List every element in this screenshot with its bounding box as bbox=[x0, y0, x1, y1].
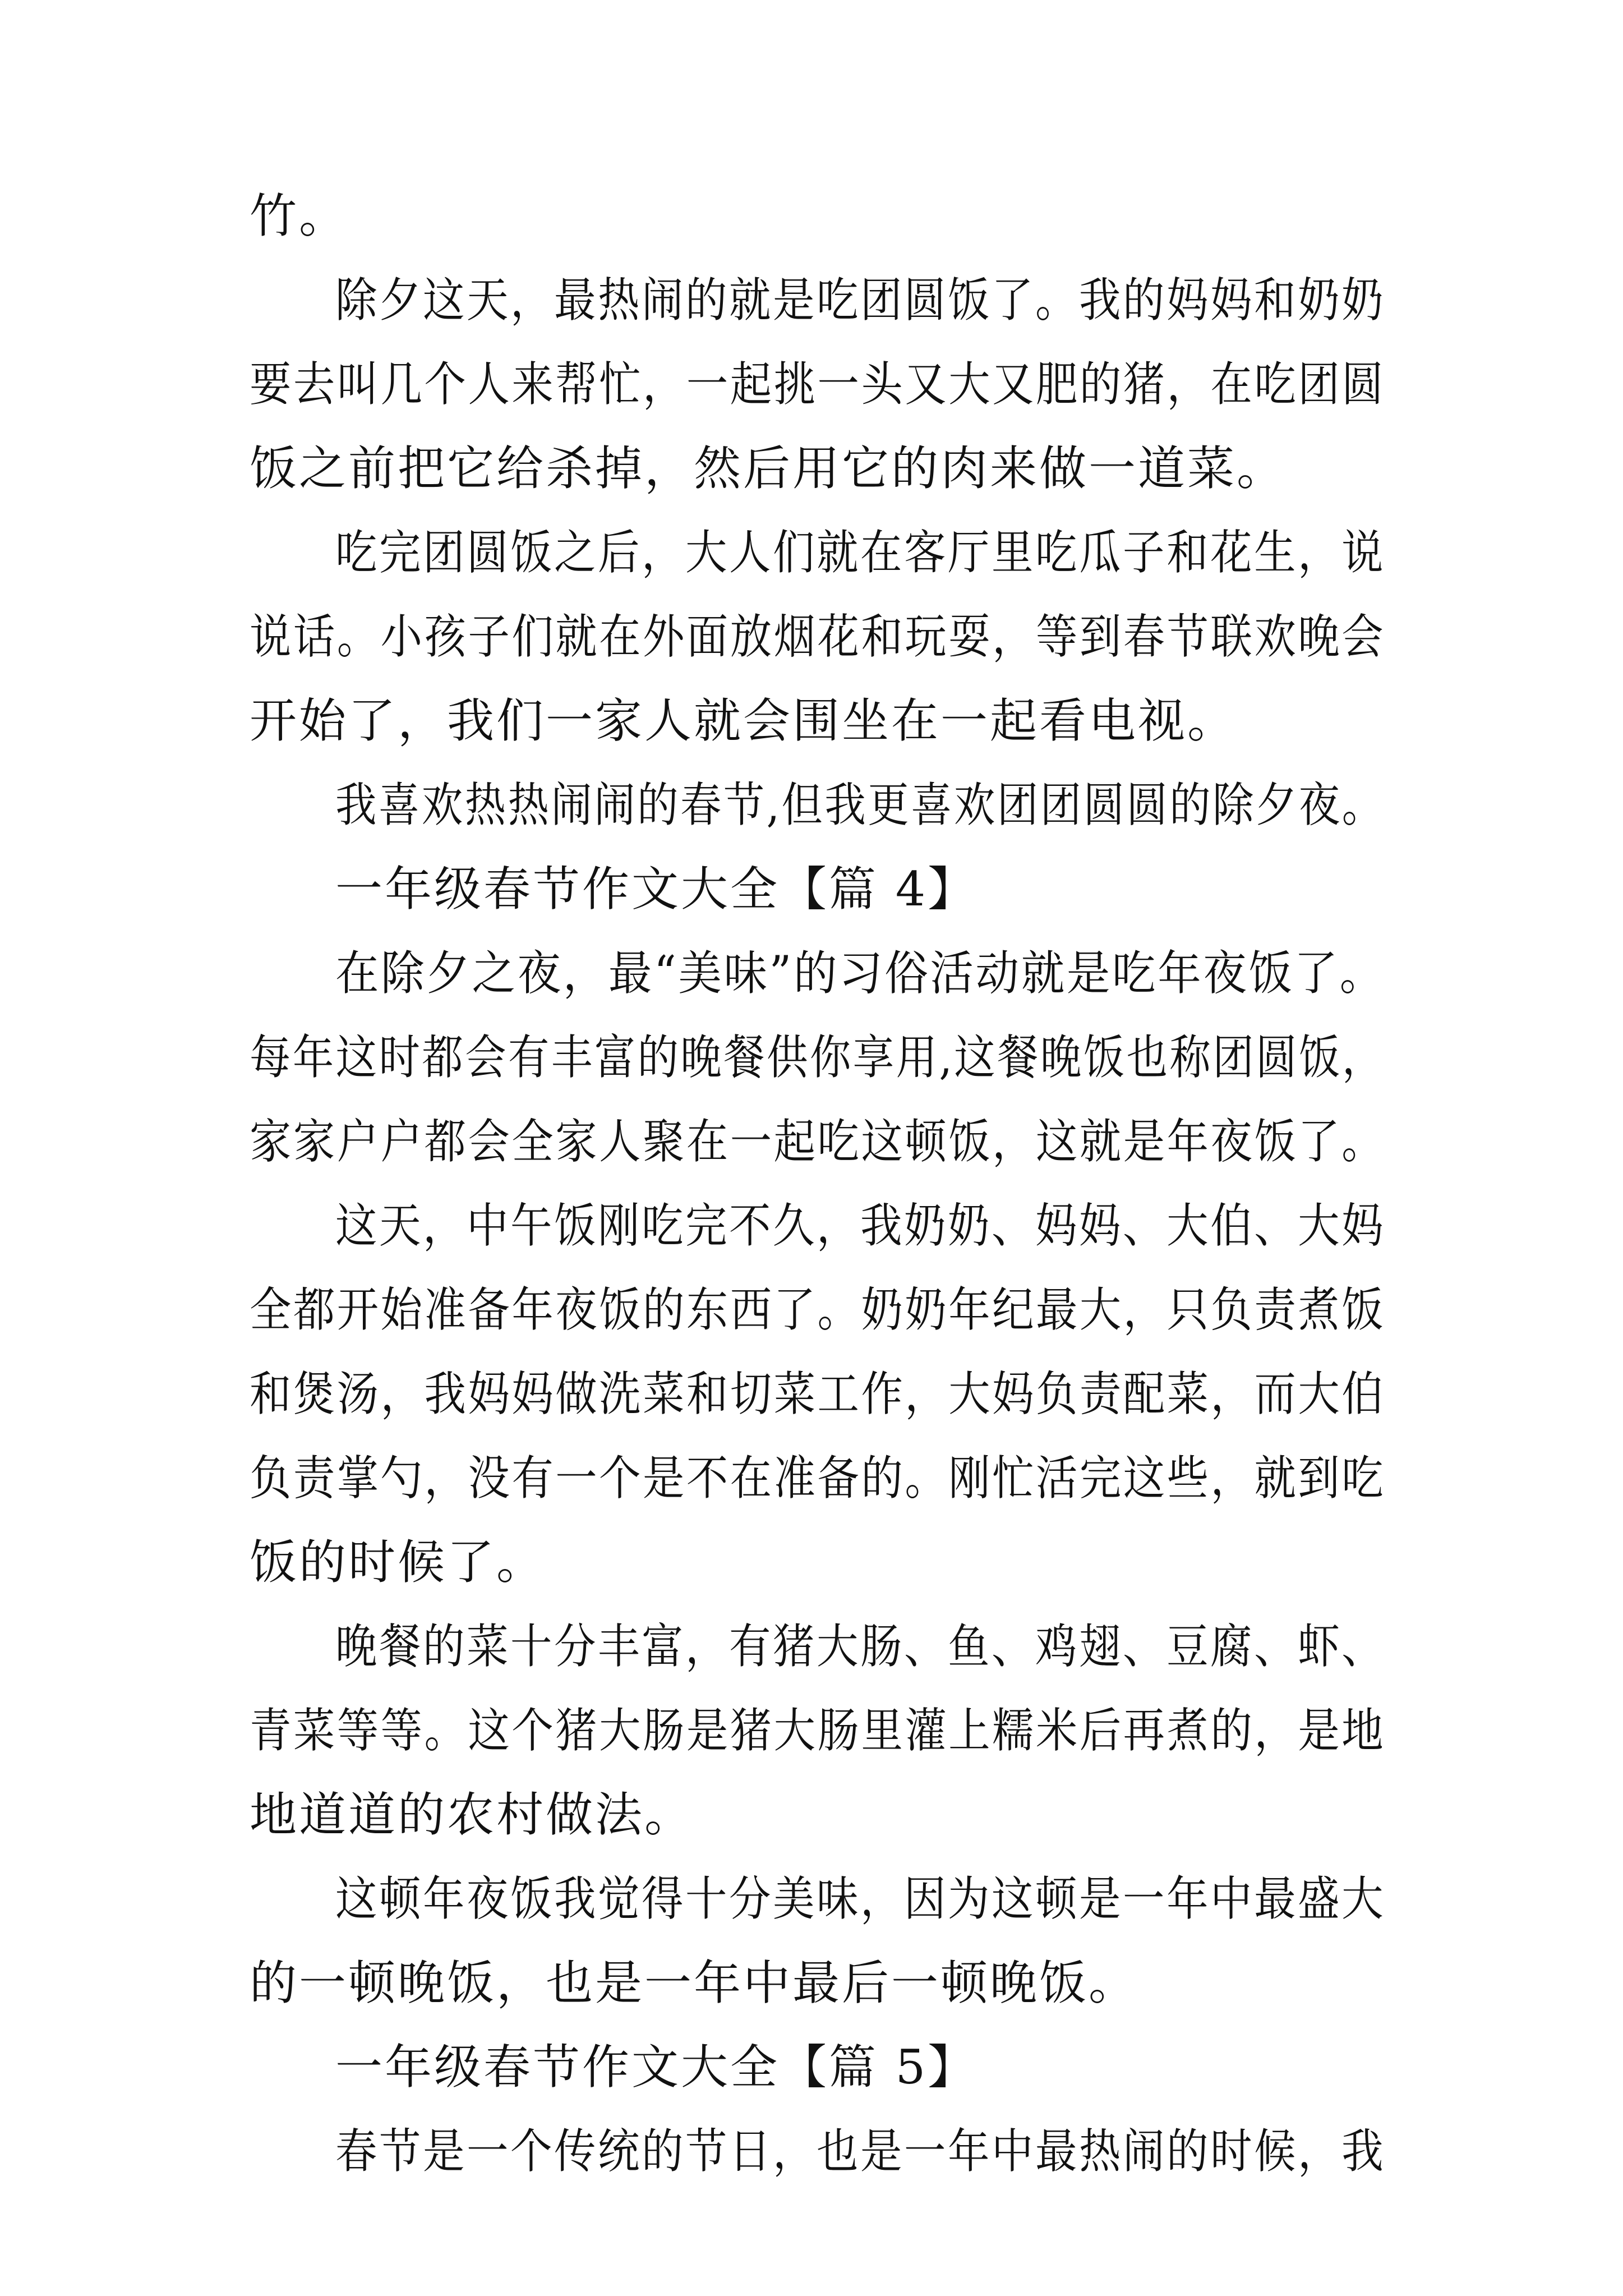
text-line: 的一顿晚饭，也是一年中最后一顿晚饭。 bbox=[250, 1955, 1138, 2010]
text-line: 说话。小孩子们就在外面放烟花和玩耍，等到春节联欢晚会 bbox=[250, 609, 1386, 664]
text-line: 和煲汤，我妈妈做洗菜和切菜工作，大妈负责配菜，而大伯 bbox=[250, 1366, 1386, 1421]
paragraph-first-line: 除夕这天，最热闹的就是吃团圆饭了。我的妈妈和奶奶 bbox=[335, 273, 1386, 328]
text-line: 开始了，我们一家人就会围坐在一起看电视。 bbox=[250, 693, 1237, 748]
paragraph-first-line: 这顿年夜饭我觉得十分美味，因为这顿是一年中最盛大 bbox=[335, 1871, 1386, 1926]
paragraph-first-line: 吃完团圆饭之后，大人们就在客厅里吃瓜子和花生，说 bbox=[335, 525, 1386, 580]
text-line: 饭的时候了。 bbox=[250, 1535, 546, 1590]
text-line: 饭之前把它给杀掉，然后用它的肉来做一道菜。 bbox=[250, 441, 1287, 496]
paragraph-first-line: 春节是一个传统的节日，也是一年中最热闹的时候，我 bbox=[335, 2124, 1386, 2179]
text-line: 家家户户都会全家人聚在一起吃这顿饭，这就是年夜饭了。 bbox=[250, 1114, 1386, 1169]
text-line: 竹。 bbox=[250, 188, 349, 243]
text-line: 每年这时都会有丰富的晚餐供你享用,这餐晚饭也称团圆饭， bbox=[250, 1030, 1385, 1085]
paragraph-first-line: 晚餐的菜十分丰富，有猪大肠、鱼、鸡翅、豆腐、虾、 bbox=[335, 1619, 1386, 1674]
text-line: 负责掌勺，没有一个是不在准备的。刚忙活完这些，就到吃 bbox=[250, 1451, 1386, 1506]
paragraph-first-line: 这天，中午饭刚吃完不久，我奶奶、妈妈、大伯、大妈 bbox=[335, 1198, 1386, 1253]
text-line: 全都开始准备年夜饭的东西了。奶奶年纪最大，只负责煮饭 bbox=[250, 1282, 1386, 1337]
paragraph-first-line: 我喜欢热热闹闹的春节,但我更喜欢团团圆圆的除夕夜。 bbox=[335, 777, 1385, 832]
section-heading: 一年级春节作文大全【篇 5】 bbox=[335, 2040, 978, 2095]
text-line: 地道道的农村做法。 bbox=[250, 1787, 694, 1842]
text-line: 青菜等等。这个猪大肠是猪大肠里灌上糯米后再煮的，是地 bbox=[250, 1703, 1386, 1758]
paragraph-first-line: 在除夕之夜，最“美味”的习俗活动就是吃年夜饭了。 bbox=[335, 946, 1385, 1001]
section-heading: 一年级春节作文大全【篇 4】 bbox=[335, 862, 978, 917]
text-line: 要去叫几个人来帮忙，一起挑一头又大又肥的猪，在吃团圆 bbox=[250, 357, 1386, 412]
